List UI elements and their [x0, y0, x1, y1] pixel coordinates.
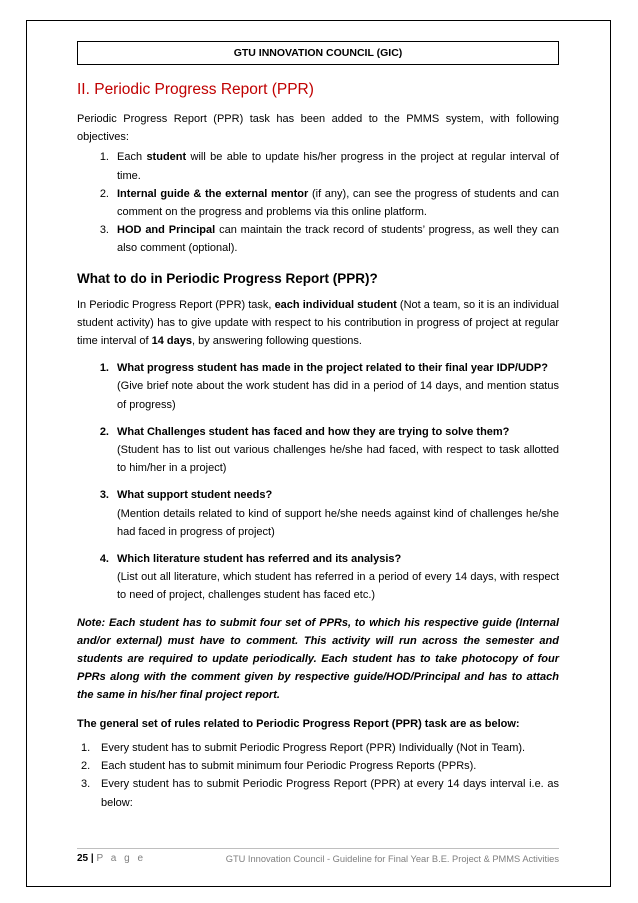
objective-text-post: can maintain the track record of students’ progress, as well they can also comment (optional).	[117, 224, 559, 255]
question-title: Which literature student has referred and its analysis?	[117, 553, 402, 566]
paragraph-bold: 14 days	[151, 335, 192, 348]
questions-list	[77, 359, 559, 604]
section-title: II. Periodic Progress Report (PPR)	[77, 81, 314, 98]
objective-text-bold: Internal guide & the external mentor	[117, 187, 309, 200]
question-title: What progress student has made in the project related to their final year IDP/UDP?	[117, 362, 548, 375]
objective-number: 3.	[99, 224, 109, 237]
question-title: What support student needs?	[117, 489, 273, 502]
footer-divider	[77, 848, 559, 849]
objective-text	[117, 148, 559, 184]
page-footer	[77, 851, 559, 867]
what-to-do-paragraph	[77, 296, 559, 351]
question-detail: (List out all literature, which student has referred in a period of every 14 days, with respect to need of project, challenges student has faced etc.)	[117, 571, 559, 602]
paragraph-part: (Not a team, so it is an individual student activity) has to give update with respect to his contribution in progress of project at regular time interval of	[77, 298, 559, 348]
objective-text-bold: student	[146, 151, 187, 164]
page-number: 25	[77, 853, 89, 864]
objective-item	[77, 221, 559, 257]
question-detail: (Give brief note about the work student has did in a period of 14 days, and mention status of progress)	[117, 380, 559, 411]
question-body	[117, 359, 559, 414]
objective-text-pre: Each	[117, 151, 147, 164]
question-item	[77, 486, 559, 541]
rule-text: Every student has to submit Periodic Progress Report (PPR) Individually (Not in Team).	[101, 741, 526, 754]
objective-item	[77, 185, 559, 221]
question-number: 4.	[99, 553, 109, 566]
rule-item	[77, 739, 559, 757]
rule-number: 3.	[81, 778, 91, 791]
rules-heading: The general set of rules related to Periodic Progress Report (PPR) task are as below:	[77, 717, 520, 730]
footer-page-label	[77, 851, 146, 867]
rules-list	[77, 739, 559, 812]
paragraph-bold: each individual student	[274, 298, 397, 311]
page-content	[77, 80, 559, 812]
rule-item	[77, 775, 559, 811]
question-body	[117, 423, 559, 478]
what-to-do-heading: What to do in Periodic Progress Report (PPR)?	[77, 270, 378, 286]
question-item	[77, 359, 559, 414]
paragraph-part: In Periodic Progress Report (PPR) task,	[77, 298, 275, 311]
paragraph-part: , by answering following questions.	[191, 335, 362, 348]
footer-document-title: GTU Innovation Council - Guideline for Final Year B.E. Project & PMMS Activities	[225, 854, 559, 864]
question-body	[117, 486, 559, 541]
question-body	[117, 550, 559, 605]
objective-number: 1.	[99, 151, 109, 164]
objective-text-post: will be able to update his/her progress in the project at regular interval of time.	[117, 151, 559, 182]
objective-number: 2.	[99, 187, 109, 200]
question-item	[77, 550, 559, 605]
rule-item	[77, 757, 559, 775]
objective-text-bold: HOD and Principal	[117, 224, 216, 237]
question-number: 2.	[99, 425, 109, 438]
question-number: 1.	[99, 362, 109, 375]
page-header	[77, 41, 559, 65]
rule-text: Every student has to submit Periodic Progress Report (PPR) at every 14 days interval i.e. as below:	[101, 778, 559, 809]
intro-paragraph: Periodic Progress Report (PPR) task has been added to the PMMS system, with following objectives:	[77, 113, 559, 144]
footer-page-word: P a g e	[96, 853, 146, 864]
header-title: GTU INNOVATION COUNCIL (GIC)	[233, 47, 403, 59]
objective-item	[77, 148, 559, 184]
question-detail: (Mention details related to kind of support he/she needs against kind of challenges he/she had faced in progress of project)	[117, 507, 559, 538]
objective-text-post: (if any), can see the progress of students and can comment on the progress and problems via this online platform.	[117, 187, 559, 219]
objectives-list	[77, 148, 559, 257]
question-number: 3.	[99, 489, 109, 502]
rule-number: 1.	[81, 741, 91, 754]
footer-separator: |	[90, 853, 94, 864]
rule-number: 2.	[81, 760, 91, 773]
question-item	[77, 423, 559, 478]
note-paragraph: Note: Each student has to submit four set of PPRs, to which his respective guide (Internal and/or external) must have to comment. This activity will run across the semester and students are required to update periodically. Each student has to take photocopy of four PPRs along with the comment given by respective guide/HOD/Principal and has to attach the same in his/her final project report.	[77, 616, 559, 702]
objective-text	[117, 185, 559, 221]
question-title: What Challenges student has faced and how they are trying to solve them?	[117, 425, 510, 438]
rule-text: Each student has to submit minimum four Periodic Progress Reports (PPRs).	[101, 760, 477, 773]
objective-text	[117, 221, 559, 257]
question-detail: (Student has to list out various challenges he/she had faced, with respect to task allotted to him/her in a project)	[117, 444, 559, 475]
